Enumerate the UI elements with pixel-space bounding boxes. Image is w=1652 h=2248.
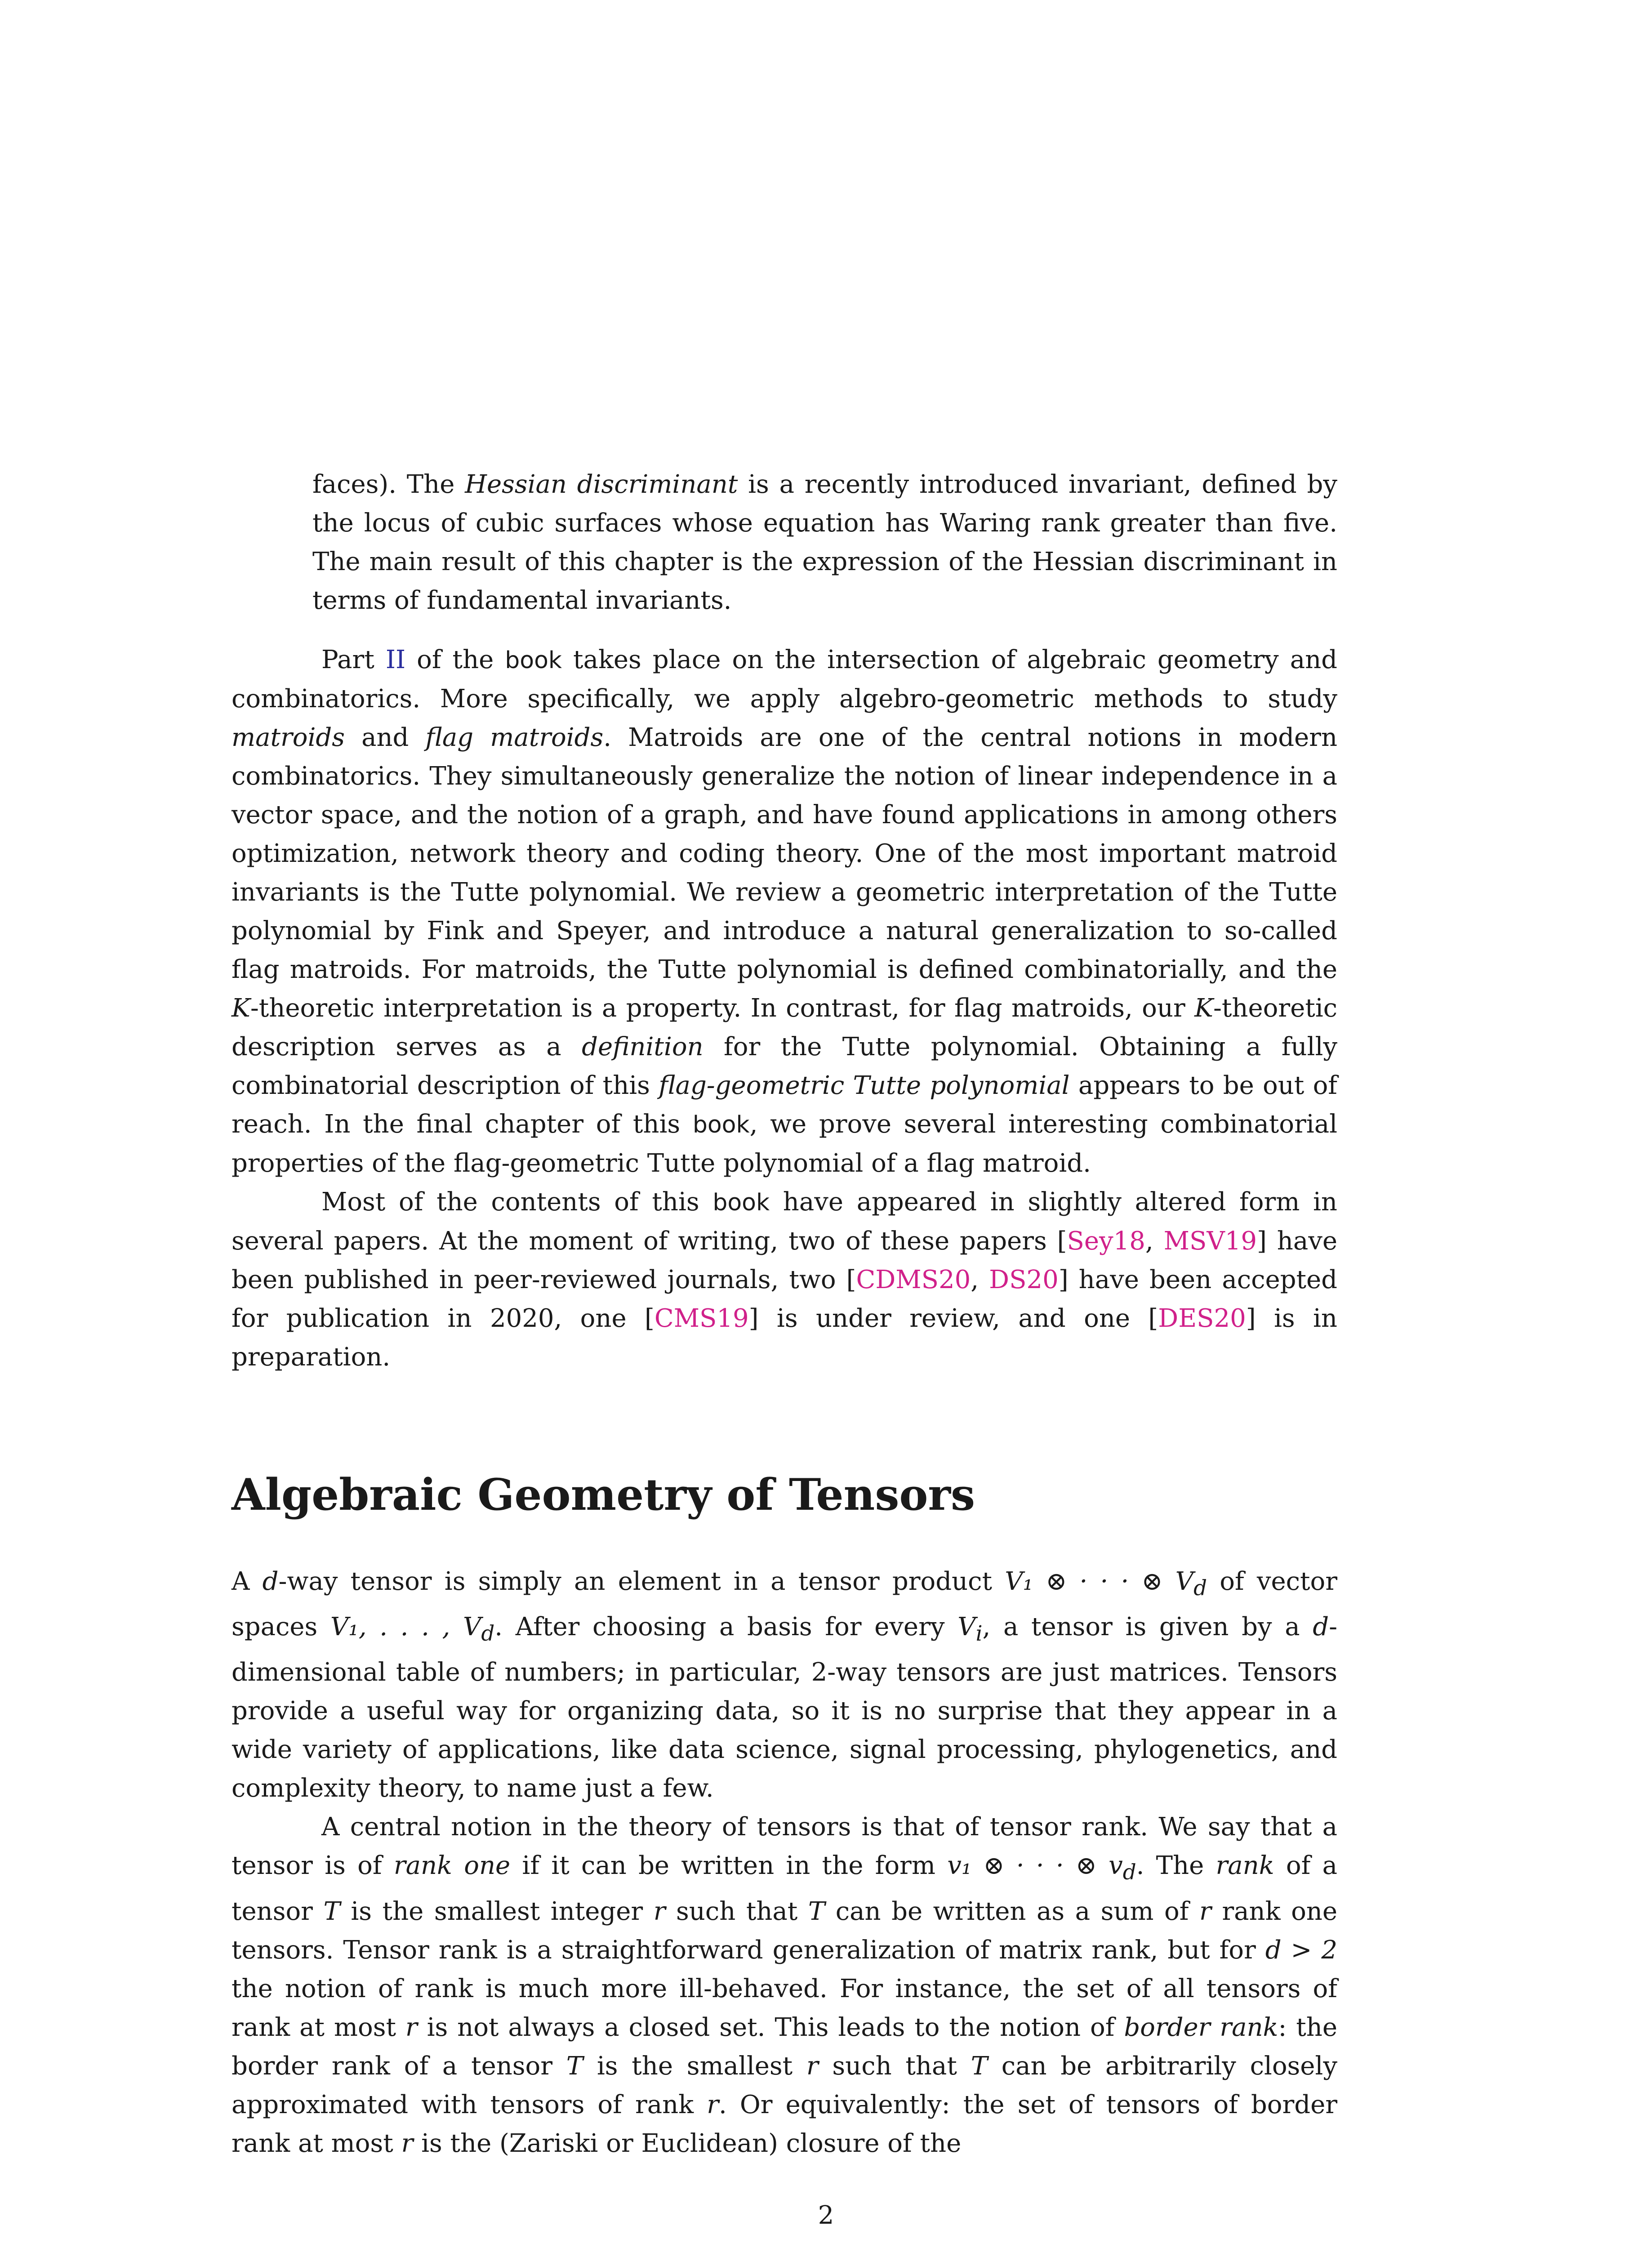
continued-paragraph [312,465,1337,620]
emphasis-rank: rank [1216,1851,1274,1881]
text-run: . Or equivalently: the set of tensors of border rank at most [232,2090,1337,2158]
text-run: , [1145,1227,1164,1256]
math-d: d [1313,1612,1329,1642]
emphasis-matroids: matroids [232,723,345,752]
text-run: A [232,1567,263,1596]
text-run: -theoretic description serves as a [232,994,1337,1062]
text-run: ] is in preparation. [232,1304,1337,1372]
paragraph-hessian [312,465,1337,620]
text-run: is not always a closed set. This leads to the notion of [417,2012,1124,2042]
text-run: of the [405,645,505,674]
text-run: . After choosing a basis for every [494,1612,958,1642]
math-r: r [405,2012,418,2042]
text-run: takes place on the intersection of algebraic geometry and combinatorics. More specifically, we apply algebro-geometric methods to study [232,645,1338,714]
text-run: -theoretic interpretation is a property. In contrast, for flag matroids, our [250,994,1195,1023]
emphasis-flag-geometric-tutte: flag-geometric Tutte polynomial [659,1071,1070,1100]
text-run: is a recently introduced invariant, defined by the locus of cubic surfaces whose equation has Waring rank greater than five. The main result of this chapter is the expression of the Hessian discriminant in terms of fundamental invariants. [312,470,1337,615]
text-run: is the smallest integer [340,1896,654,1926]
text-run: -dimensional table of numbers; in particular, 2-way tensors are just matrices. Tensors provide a useful way for organizing data, so it is no surprise that they appear in a wide variety of applications, like data science, signal processing, phylogenetics, and complexity theory, to name just a few. [232,1612,1338,1803]
text-run: can be written as a sum of [825,1896,1200,1926]
citation-link[interactable]: DS20 [989,1265,1059,1294]
math-rank-one-form: v₁ ⊗ · · · ⊗ v [947,1851,1123,1881]
text-run: such that [818,2051,971,2081]
math-k: K [1194,994,1213,1023]
book-word: book [692,1111,750,1138]
text-run: of vector spaces [232,1567,1338,1642]
math-k: K [232,994,250,1023]
text-run: Part [321,645,386,674]
text-run: -way tensor is simply an element in a tensor product [278,1567,1005,1596]
math-d: d [262,1567,279,1596]
math-d-gt-2: d > 2 [1265,1935,1338,1965]
text-run: have appeared in slightly altered form in several papers. At the moment of writing, two of these papers [ [232,1187,1337,1256]
math-r: r [707,2090,719,2119]
emphasis-definition: definition [582,1032,704,1062]
emphasis-border-rank: border rank [1124,2012,1278,2042]
text-run: can be arbitrarily closely approximated with tensors of rank [232,2051,1337,2119]
math-subscript: d [1122,1860,1136,1885]
text-run: Most of the contents of this [321,1187,713,1217]
text-run: the notion of rank is much more ill-behaved. For instance, the set of all tensors of rank at most [232,1974,1337,2042]
emphasis-hessian-discriminant: Hessian discriminant [465,470,738,499]
text-run: and [344,723,426,752]
math-tensor-product: V₁ ⊗ · · · ⊗ V [1005,1567,1194,1596]
paragraph-tensor-rank [232,1808,1337,2163]
citation-link[interactable]: Sey18 [1067,1227,1145,1256]
citation-link[interactable]: CMS19 [654,1304,749,1333]
text-run: if it can be written in the form [510,1851,948,1881]
text-run: is the smallest [583,2051,806,2081]
main-text-block-2 [232,1562,1337,2163]
text-run: rank one tensors. Tensor rank is a straightforward generalization of matrix rank, but for [232,1896,1337,1965]
citation-link[interactable]: DES20 [1158,1304,1246,1333]
math-vector-spaces: V₁, . . . , V [330,1612,481,1642]
part-reference-link[interactable]: II [385,645,406,674]
math-subscript: d [481,1622,495,1646]
math-t: T [323,1896,340,1926]
math-r: r [806,2051,819,2081]
text-run: of a tensor [232,1851,1337,1926]
math-t: T [971,2051,988,2081]
math-r: r [653,1896,666,1926]
math-subscript: d [1193,1576,1207,1601]
citation-link[interactable]: CDMS20 [856,1265,971,1294]
math-t: T [808,1896,825,1926]
text-run: ] is under review, and one [ [748,1304,1158,1333]
text-run: : the border rank of a tensor [232,2012,1337,2081]
text-run: for the Tutte polynomial. Obtaining a fully combinatorial description of this [232,1032,1337,1100]
text-run: , [971,1265,989,1294]
text-run: such that [665,1896,808,1926]
citation-link[interactable]: MSV19 [1163,1227,1257,1256]
text-run: , a tensor is given by a [982,1612,1313,1642]
text-run: . The [1136,1851,1216,1881]
math-r: r [401,2128,414,2158]
emphasis-rank-one: rank one [393,1851,511,1881]
paragraph-part-ii [232,641,1337,1183]
page-number: 2 [818,2201,834,2230]
section-heading: Algebraic Geometry of Tensors [232,1469,975,1520]
math-r: r [1199,1896,1211,1926]
math-vi: V [957,1612,976,1642]
paragraph-tensors-intro [232,1562,1337,1808]
book-word: book [712,1189,770,1216]
text-run: ] have been accepted for publication in 2020, one [ [232,1265,1337,1333]
text-run: . Matroids are one of the central notions in modern combinatorics. They simultaneously generalize the notion of linear independence in a vector space, and the notion of a graph, and have found applications in among others optimization, network theory and coding theory. One of the most important matroid invariants is the Tutte polynomial. We review a geometric interpretation of the Tutte polynomial by Fink and Speyer, and introduce a natural generalization to so-called flag matroids. For matroids, the Tutte polynomial is defined combinatorially, and the [232,723,1338,984]
text-run: is the (Zariski or Euclidean) closure of the [413,2128,962,2158]
emphasis-flag-matroids: flag matroids [425,723,604,752]
text-run: faces). The [312,470,465,499]
main-text-block-1 [232,641,1337,1377]
text-run: ] have been published in peer-reviewed journals, two [ [232,1227,1338,1294]
math-t: T [566,2051,583,2081]
book-word: book [505,647,562,674]
paragraph-contents [232,1183,1337,1377]
text-run: A central notion in the theory of tensors is that of tensor rank. We say that a tensor is of [232,1812,1337,1881]
text-run: appears to be out of reach. In the final chapter of this [232,1071,1338,1139]
text-run: , we prove several interesting combinatorial properties of the flag-geometric Tutte polynomial of a flag matroid. [232,1110,1337,1178]
math-subscript: i [975,1622,983,1646]
